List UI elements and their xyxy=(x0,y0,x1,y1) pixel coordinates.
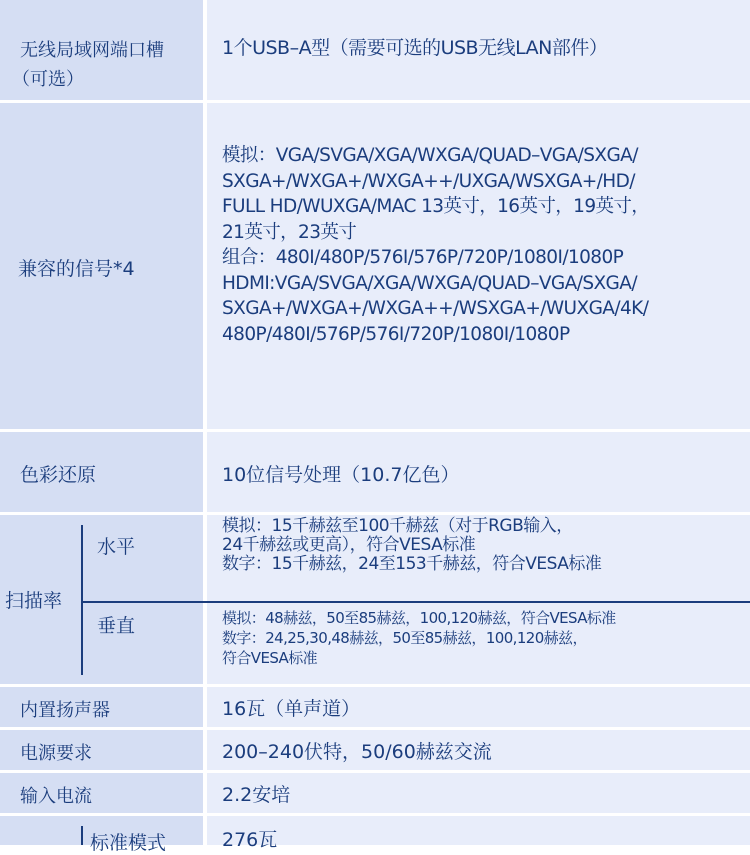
signal-line: 21英寸，23英寸 xyxy=(222,221,357,243)
scan-vertical-divider xyxy=(81,525,83,675)
power-label: 电源要求 xyxy=(20,743,92,764)
scan-line: 数字：24,25,30,48赫兹，50至85赫兹，100,120赫兹， xyxy=(222,629,587,647)
value-cell xyxy=(207,515,750,684)
signal-line: 模拟：VGA/SVGA/XGA/WXGA/QUAD–VGA/SXGA/ xyxy=(222,145,638,166)
value-cell xyxy=(207,730,750,770)
value-cell xyxy=(207,687,750,727)
wlan-value: 1个USB–A型（需要可选的USB无线LAN部件） xyxy=(222,37,608,59)
label-cell xyxy=(0,432,203,512)
row-current xyxy=(0,773,750,813)
label-cell xyxy=(0,730,203,770)
speaker-label: 内置扬声器 xyxy=(20,700,110,721)
label-cell xyxy=(0,773,203,813)
color-value: 10位信号处理（10.7亿色） xyxy=(222,464,460,486)
color-label: 色彩还原 xyxy=(20,464,97,486)
value-cell xyxy=(207,773,750,813)
label-cell xyxy=(0,816,203,854)
wlan-label-line-1: 无线局域网端口槽 xyxy=(20,40,164,61)
top-partial-row xyxy=(0,0,750,25)
row-color xyxy=(0,432,750,512)
label-cell xyxy=(0,687,203,727)
row-signals xyxy=(0,103,750,429)
power-value: 200–240伏特，50/60赫兹交流 xyxy=(222,741,492,763)
scan-vertical-label: 垂直 xyxy=(97,615,136,637)
signal-line: FULL HD/WUXGA/MAC 13英寸，16英寸，19英寸， xyxy=(222,196,650,217)
consumption-divider xyxy=(81,826,83,845)
value-cell xyxy=(207,103,750,429)
value-cell xyxy=(207,816,750,851)
scan-line: 符合VESA标准 xyxy=(222,649,318,667)
row-scan xyxy=(0,515,750,684)
current-label: 输入电流 xyxy=(20,786,92,807)
scan-line: 模拟：15千赫兹至100千赫兹（对于RGB输入， xyxy=(222,516,573,536)
signal-line: SXGA+/WXGA+/WXGA++/UXGA/WSXGA+/HD/ xyxy=(222,170,635,192)
value-cell xyxy=(207,25,750,100)
label-cell xyxy=(0,0,203,25)
scan-horizontal-divider xyxy=(81,601,750,603)
row-speaker xyxy=(0,687,750,727)
signal-line: 组合：480I/480P/576I/576P/720P/1080I/1080P xyxy=(222,247,624,268)
consumption-label: 标准模式 xyxy=(90,832,167,854)
label-cell xyxy=(0,103,203,429)
scan-horizontal-lines xyxy=(222,517,601,574)
row-wlan xyxy=(0,25,750,100)
scan-label: 扫描率 xyxy=(5,590,63,612)
scan-vertical-lines xyxy=(222,608,616,668)
consumption-value: 276瓦 xyxy=(222,829,278,851)
value-cell xyxy=(207,432,750,512)
signal-line: HDMI:VGA/SVGA/XGA/WXGA/QUAD–VGA/SXGA/ xyxy=(222,272,637,294)
scan-horizontal-label: 水平 xyxy=(97,536,136,558)
scan-line: 24千赫兹或更高），符合VESA标准 xyxy=(222,535,476,555)
label-cell xyxy=(0,515,203,684)
scan-line: 模拟：48赫兹，50至85赫兹，100,120赫兹，符合VESA标准 xyxy=(222,609,616,627)
row-consumption xyxy=(0,816,750,854)
signal-line: SXGA+/WXGA+/WXGA++/WSXGA+/WUXGA/4K/ xyxy=(222,298,649,319)
row-power xyxy=(0,730,750,770)
wlan-label-line-2: （可选） xyxy=(12,69,84,90)
current-value: 2.2安培 xyxy=(222,784,291,806)
signals-lines xyxy=(222,143,649,347)
signal-line: 480P/480I/576P/576I/720P/1080I/1080P xyxy=(222,323,570,345)
speaker-value: 16瓦（单声道） xyxy=(222,698,361,720)
scan-line: 数字：15千赫兹，24至153千赫兹，符合VESA标准 xyxy=(222,554,602,574)
label-cell xyxy=(0,25,203,100)
value-cell xyxy=(207,0,750,25)
signals-label: 兼容的信号*4 xyxy=(18,258,135,280)
